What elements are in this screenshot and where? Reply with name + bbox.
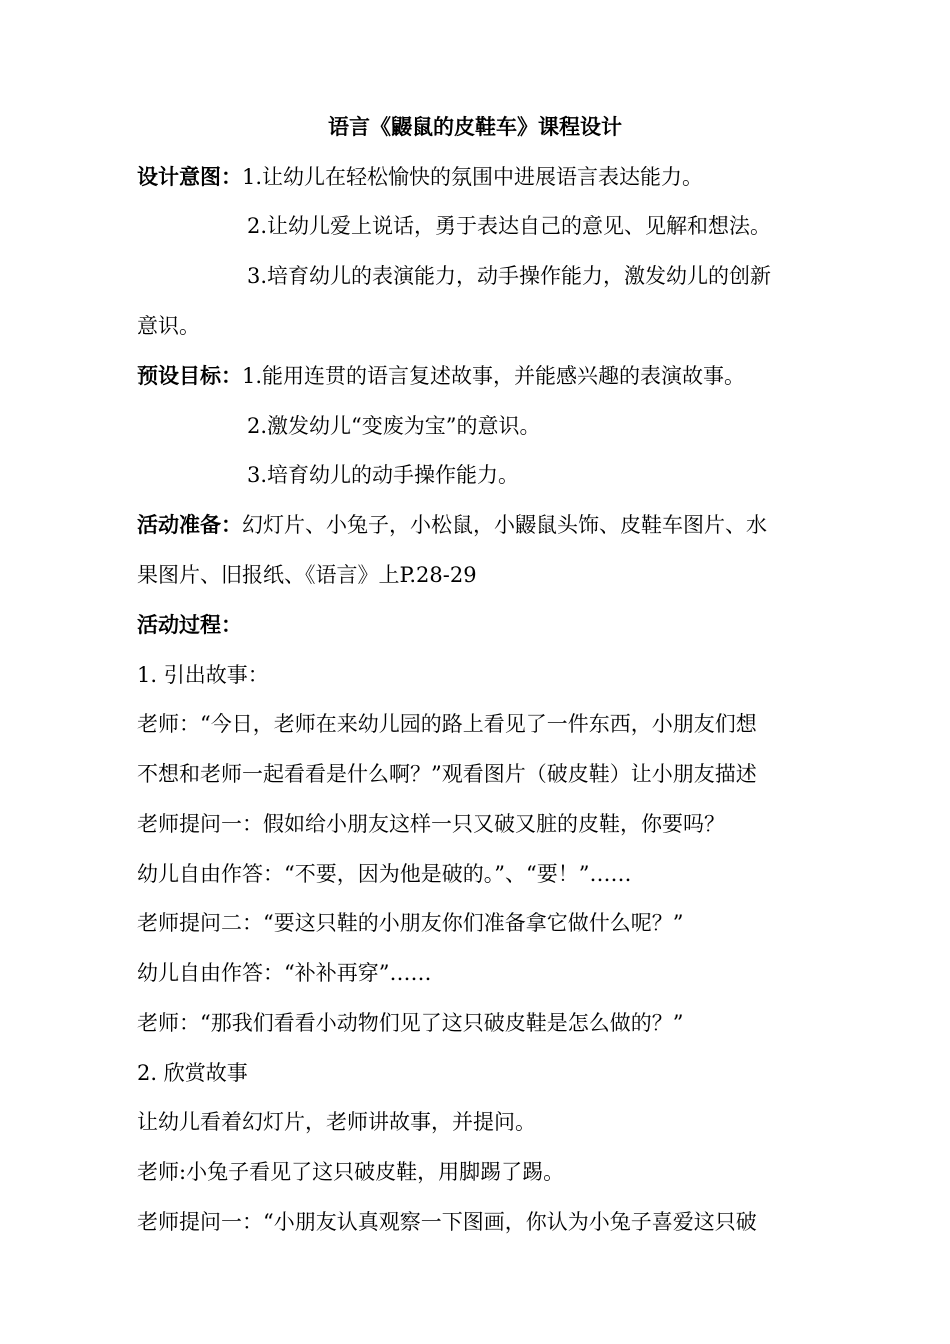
process-line-8: 老师：“那我们看看小动物们见了这只破皮鞋是怎么做的？”	[137, 1011, 684, 1035]
goals-item-1: 1.能用连贯的语言复述故事，并能感兴趣的表演故事。	[242, 364, 746, 388]
goals-item-3: 3.培育幼儿的动手操作能力。	[247, 463, 520, 487]
prep-label: 活动准备：	[137, 512, 242, 537]
process-line-11: 老师:小兔子看见了这只破皮鞋，用脚踢了踢。	[137, 1160, 565, 1184]
prep-text-1: 幻灯片、小兔子，小松鼠，小鼹鼠头饰、皮鞋车图片、水	[242, 513, 767, 537]
goals-item-2: 2.激发幼儿“变废为宝”的意识。	[247, 414, 541, 438]
document-title: 语言《鼹鼠的皮鞋车》课程设计	[328, 114, 622, 139]
goals-label: 预设目标：	[137, 363, 242, 388]
intent-label: 设计意图：	[137, 164, 242, 189]
process-line-4: 老师提问一：假如给小朋友这样一只又破又脏的皮鞋，你要吗？	[137, 812, 725, 836]
intent-item-3: 3.培育幼儿的表演能力，动手操作能力，激发幼儿的创新	[247, 264, 772, 288]
process-line-9: 2. 欣赏故事	[137, 1061, 248, 1085]
intent-item-3-continued: 意识。	[137, 314, 200, 338]
process-line-10: 让幼儿看着幻灯片，老师讲故事，并提问。	[137, 1110, 536, 1134]
process-label: 活动过程：	[137, 612, 242, 637]
prep-line-1	[137, 510, 817, 540]
process-line-7: 幼儿自由作答：“补补再穿”……	[137, 961, 432, 985]
prep-text-2: 果图片、旧报纸、《语言》上P.28-29	[137, 563, 477, 587]
process-line-2: 老师：“今日，老师在来幼儿园的路上看见了一件东西，小朋友们想	[137, 712, 757, 736]
intent-line-1	[137, 162, 817, 192]
intent-item-1: 1.让幼儿在轻松愉快的氛围中进展语言表达能力。	[242, 165, 704, 189]
process-line-1: 1. 引出故事：	[137, 663, 269, 687]
process-line-3: 不想和老师一起看看是什么啊？”观看图片（破皮鞋）让小朋友描述	[137, 762, 757, 786]
process-line-5: 幼儿自由作答：“不要，因为他是破的。”、“要！”……	[137, 862, 632, 886]
process-line-6: 老师提问二：“要这只鞋的小朋友你们准备拿它做什么呢？”	[137, 911, 684, 935]
process-line-12: 老师提问一：“小朋友认真观察一下图画，你认为小兔子喜爱这只破	[137, 1210, 757, 1234]
intent-item-2: 2.让幼儿爱上说话，勇于表达自己的意见、见解和想法。	[247, 214, 772, 238]
goals-line-1	[137, 361, 817, 391]
